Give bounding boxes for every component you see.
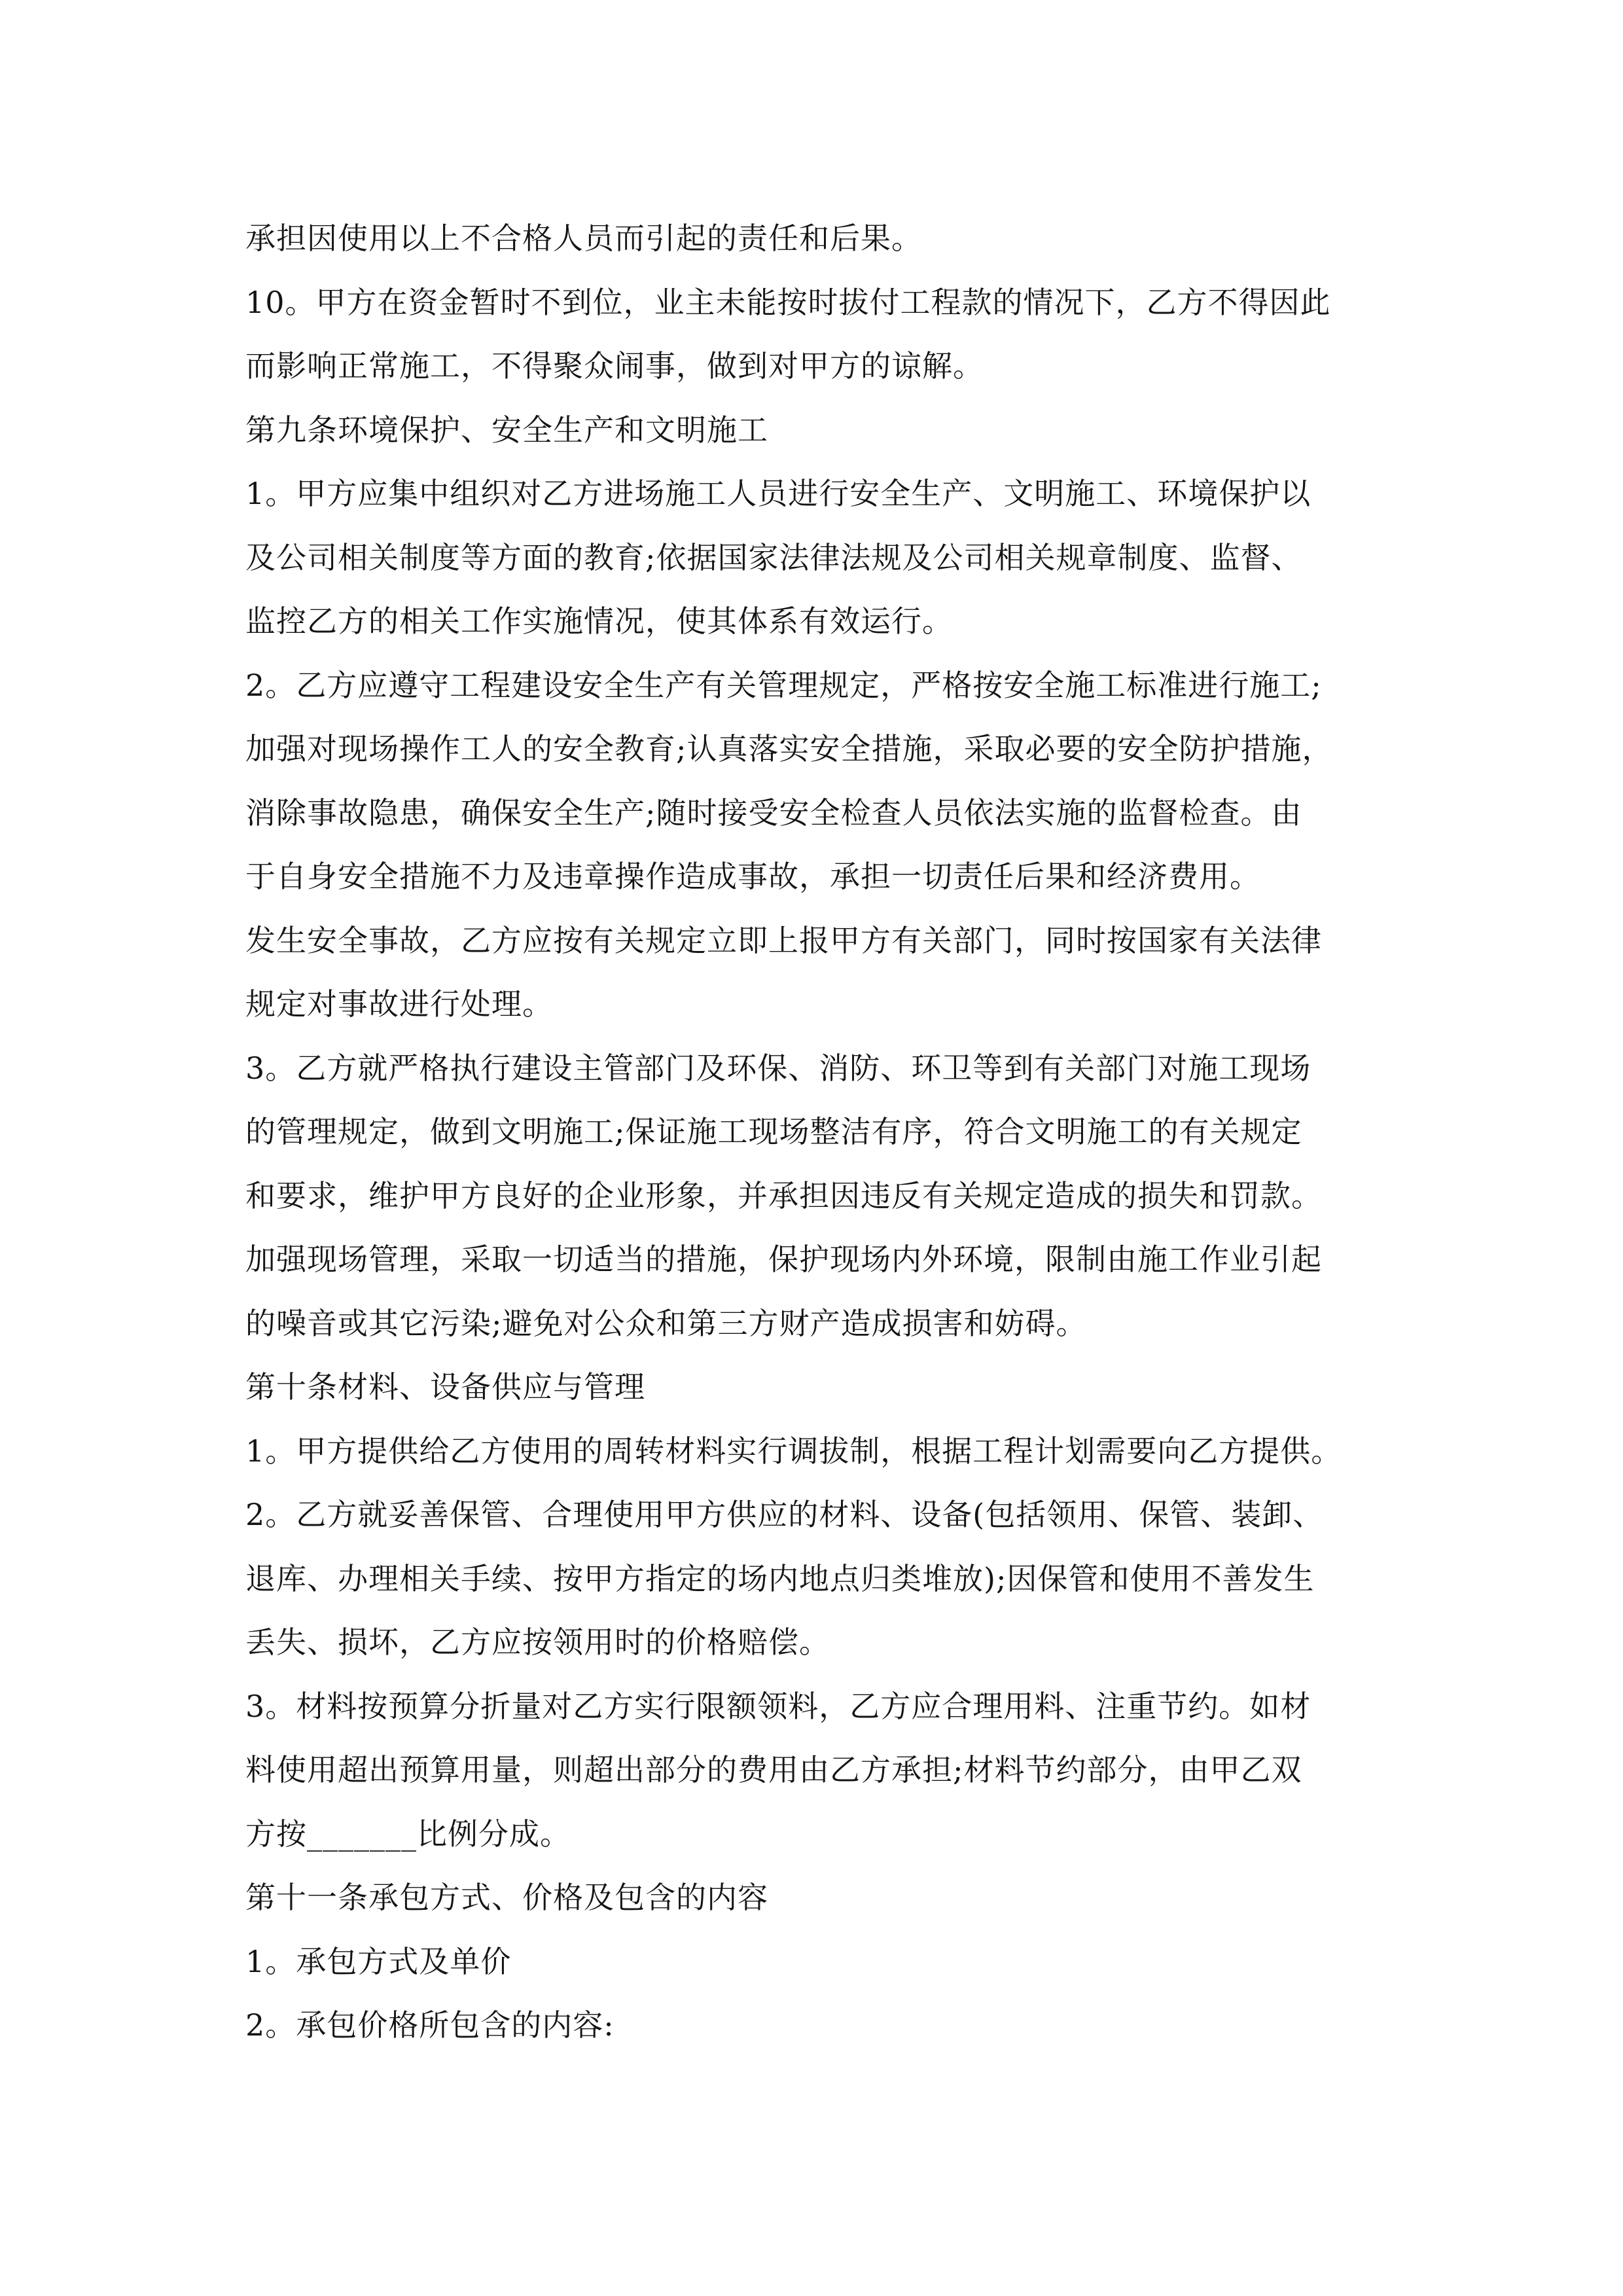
text-line: 消除事故隐患，确保安全生产;随时接受安全检查人员依法实施的监督检查。由 xyxy=(245,795,1302,831)
text-line: 加强对现场操作工人的安全教育;认真落实安全措施，采取必要的安全防护措施， xyxy=(245,731,1333,766)
section-heading-10: 第十条材料、设备供应与管理 xyxy=(245,1369,645,1405)
text-line: 而影响正常施工，不得聚众闹事，做到对甲方的谅解。 xyxy=(245,348,984,384)
text-line: 料使用超出预算用量，则超出部分的费用由乙方承担;材料节约部分，由甲乙双 xyxy=(245,1752,1302,1787)
text-line: 10。甲方在资金暂时不到位，业主未能按时拔付工程款的情况下，乙方不得因此 xyxy=(245,284,1331,320)
text-line: 丢失、损坏，乙方应按领用时的价格赔偿。 xyxy=(245,1624,830,1660)
text-line: 加强现场管理，采取一切适当的措施，保护现场内外环境，限制由施工作业引起 xyxy=(245,1242,1322,1277)
text-line: 3。材料按预算分折量对乙方实行限额领料，乙方应合理用料、注重节约。如材 xyxy=(245,1688,1311,1724)
text-line: 规定对事故进行处理。 xyxy=(245,986,553,1022)
text-line: 的管理规定，做到文明施工;保证施工现场整洁有序，符合文明施工的有关规定 xyxy=(245,1114,1302,1149)
text-line: 2。乙方就妥善保管、合理使用甲方供应的材料、设备(包括领用、保管、装卸、 xyxy=(245,1497,1324,1532)
text-line: 及公司相关制度等方面的教育;依据国家法律法规及公司相关规章制度、监督、 xyxy=(245,539,1302,575)
text-line: 3。乙方就严格执行建设主管部门及环保、消防、环卫等到有关部门对施工现场 xyxy=(245,1050,1311,1086)
document-body xyxy=(245,207,1404,2058)
text-line: 1。甲方提供给乙方使用的周转材料实行调拔制，根据工程计划需要向乙方提供。 xyxy=(245,1433,1342,1469)
section-heading-9: 第九条环境保护、安全生产和文明施工 xyxy=(245,412,768,448)
text-line: 1。甲方应集中组织对乙方进场施工人员进行安全生产、文明施工、环境保护以 xyxy=(245,476,1311,511)
text-line: 承担因使用以上不合格人员而引起的责任和后果。 xyxy=(245,221,922,256)
text-line: 退库、办理相关手续、按甲方指定的场内地点归类堆放);因保管和使用不善发生 xyxy=(245,1560,1315,1596)
text-line: 2。承包价格所包含的内容: xyxy=(245,2007,615,2043)
text-line: 的噪音或其它污染;避免对公众和第三方财产造成损害和妨碍。 xyxy=(245,1305,1087,1341)
text-line: 2。乙方应遵守工程建设安全生产有关管理规定，严格按安全施工标准进行施工; xyxy=(245,667,1322,703)
text-line: 1。承包方式及单价 xyxy=(245,1943,512,1979)
section-heading-11: 第十一条承包方式、价格及包含的内容 xyxy=(245,1880,768,1915)
text-line: 于自身安全措施不力及违章操作造成事故，承担一切责任后果和经济费用。 xyxy=(245,859,1260,894)
text-line: 方按_______比例分成。 xyxy=(245,1816,571,1852)
text-line: 监控乙方的相关工作实施情况，使其体系有效运行。 xyxy=(245,603,953,639)
text-line: 和要求，维护甲方良好的企业形象，并承担因违反有关规定造成的损失和罚款。 xyxy=(245,1177,1322,1213)
text-line: 发生安全事故，乙方应按有关规定立即上报甲方有关部门，同时按国家有关法律 xyxy=(245,922,1322,958)
